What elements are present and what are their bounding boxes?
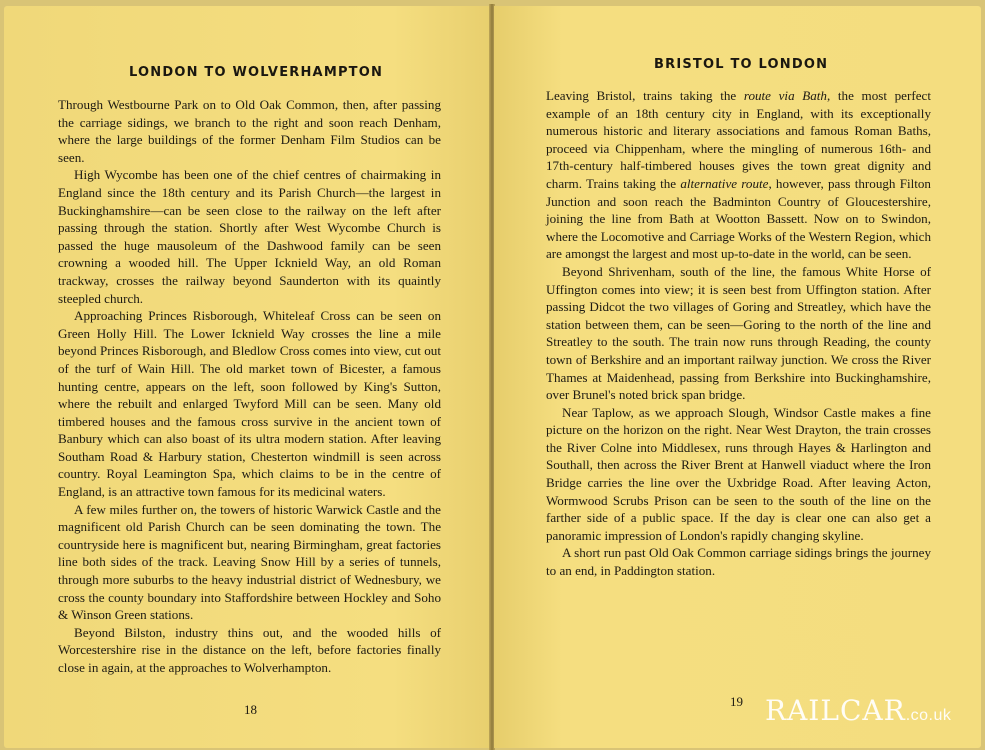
right-paragraph-1-part-a: Leaving Bristol, trains taking the <box>546 88 744 103</box>
right-page-heading: BRISTOL TO LONDON <box>654 57 829 72</box>
left-paragraph-2: High Wycombe has been one of the chief centres of chairmaking in England since the 18th century and its Parish Church—the largest in Buckinghamshire—can be seen close to the railway on the left after passing through the station. Shortly after West Wycombe Church is passed the huge mausoleum of the Dashwood family can be seen crowning a wooded hill. The Upper Icknield Way, an old Roman trackway, crosses the railway beyond Saunderton with its quaintly steepled church. <box>58 167 441 306</box>
left-paragraph-5: Beyond Bilston, industry thins out, and the wooded hills of Worcestershire rise in the distance on the left, before factories finally close in again, at the approaches to Wolverhampton. <box>58 624 441 675</box>
left-page <box>4 6 490 748</box>
left-paragraph-4: A few miles further on, the towers of historic Warwick Castle and the magnificent old Parish Church can be seen dominating the town. The countryside here is magnificent but, nearing Birmingham, great factories line both sides of the track. Leaving Snow Hill by a series of tunnels, through more suburbs to the heavy industrial district of Wednesbury, we cross the county boundary into Staffordshire between Hockley and Soho & Winson Green stations. <box>58 501 441 623</box>
left-page-body <box>58 96 441 677</box>
right-page <box>494 6 981 748</box>
left-page-number: 18 <box>244 702 257 717</box>
route-via-bath-italic: route via Bath <box>743 88 827 103</box>
right-paragraph-1-part-c: , however, pass through Filton Junction and soon reach the Badminton Country of Gloucestershire, joining the line from Bath at Wootton Bassett. Now on to Swindon, where the Locomotive and Carriage Works of the Western Region, which are amongst the largest and most up-to-date in the world, can be seen. <box>546 175 931 262</box>
left-page-heading: LONDON TO WOLVERHAMPTON <box>129 65 384 80</box>
railcar-watermark <box>765 694 951 727</box>
right-paragraph-3: Near Taplow, as we approach Slough, Windsor Castle makes a fine picture on the horizon on the right. Near West Drayton, the train crosses the River Colne into Middlesex, runs through Hayes & Harlington and Southall, then across the River Brent at Hanwell viaduct where the Iron Bridge carries the line over the Uxbridge Road. After leaving Acton, Wormwood Scrubs Prison can be seen to the south of the line on the farther side of a public space. If the day is clear one can also get a panoramic impression of London's rapidly changing skyline. <box>546 404 931 543</box>
right-paragraph-1-part-b: , the most perfect example of an 18th century city in England, with its exceptionally numerous historic and literary associations and famous Roman Baths, proceed via Chippenham, where the mingling of numerous 16th- and 17th-century half-timbered houses gives the town great dignity and charm. Trains taking the <box>546 88 931 191</box>
right-page-number: 19 <box>730 694 743 709</box>
watermark-domain: .co.uk <box>905 707 952 724</box>
left-paragraph-3: Approaching Princes Risborough, Whiteleaf Cross can be seen on Green Holly Hill. The Lower Icknield Way crosses the line a mile beyond Princes Risborough, and Bledlow Cross comes into view, cut out of the turf of Wain Hill. The old market town of Bicester, a famous hunting centre, appears on the left, soon followed by King's Sutton, where the rebuilt and enlarged Twyford Mill can be seen. Many old timbered houses and the famous cross survive in the ancient town of Banbury which can also boast of its ultra modern station. After leaving Southam Road & Harbury station, Chesterton windmill is seen across country. Royal Leamington Spa, which claims to be in the centre of England, is an attractive town famous for its medicinal waters. <box>58 308 441 500</box>
alternative-route-italic: alternative route <box>680 175 769 191</box>
watermark-brand: RAILCAR <box>765 694 906 727</box>
right-paragraph-1 <box>546 87 931 263</box>
left-paragraph-1: Through Westbourne Park on to Old Oak Common, then, after passing the carriage sidings, we branch to the right and soon reach Denham, where the large buildings of the former Denham Film Studios can be seen. <box>58 97 441 165</box>
right-paragraph-4: A short run past Old Oak Common carriage sidings brings the journey to an end, in Paddington station. <box>546 545 931 579</box>
right-page-body <box>546 87 931 580</box>
right-paragraph-2: Beyond Shrivenham, south of the line, the famous White Horse of Uffington comes into view; it is seen best from Uffington station. After passing Didcot the two villages of Goring and Streatley, which have the station between them, can be seen—Goring to the north of the line and Streatley to the south. The train now runs through Reading, the county town of Berkshire and an important railway junction. We cross the River Thames at Maidenhead, passing from Berkshire into Buckinghamshire, over Brunel's noted brick span bridge. <box>546 263 931 403</box>
